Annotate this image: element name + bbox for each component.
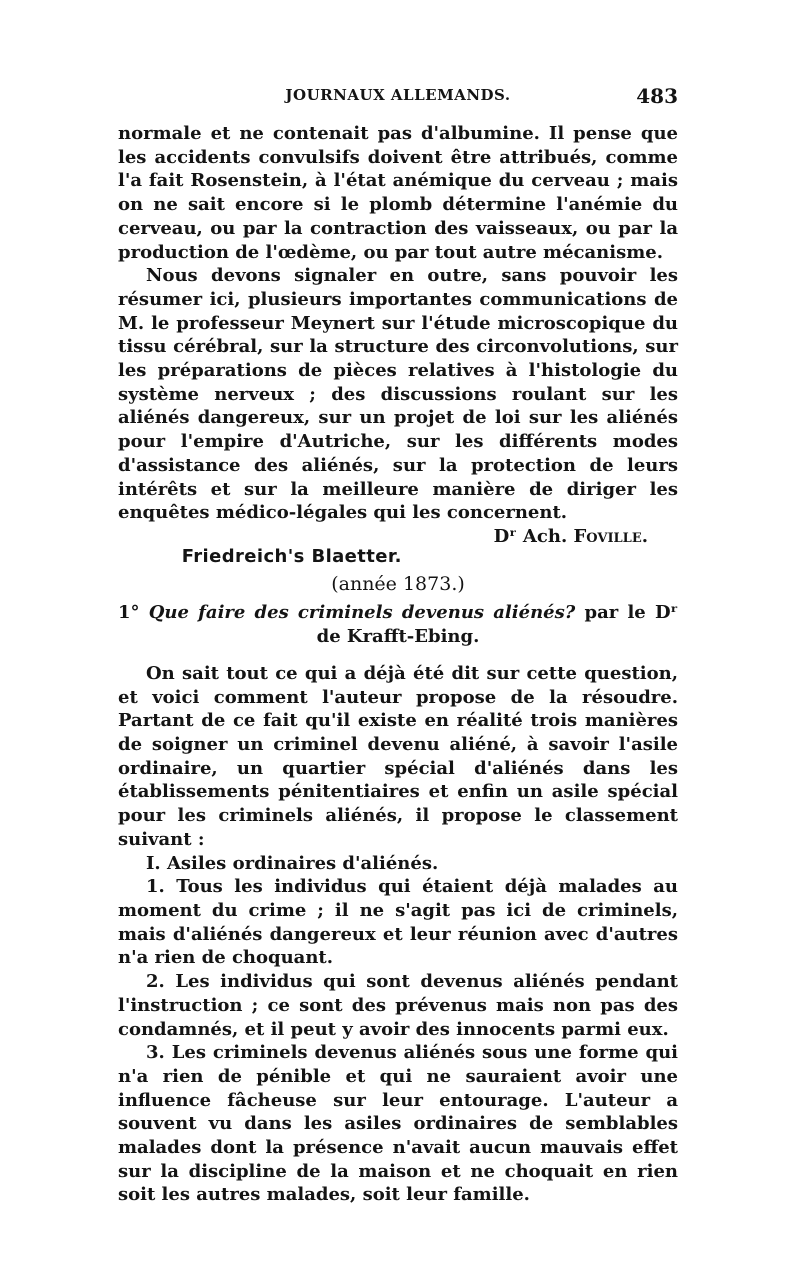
signature-prefix: Dʳ Ach. xyxy=(493,525,568,547)
article-author: par le Dʳ de Krafft-Ebing. xyxy=(316,601,678,647)
article-title xyxy=(118,601,678,649)
journal-year: (année 1873.) xyxy=(331,572,465,595)
paragraph-6: 2. Les individus qui sont devenus aliénés pendant l'instruction ; ce sont des prévenus mais non pas des condamnés, et il peut y avoir des innocents parmi eux. xyxy=(118,971,678,1040)
book-page xyxy=(118,84,678,1206)
signature xyxy=(466,525,648,549)
article-body xyxy=(118,662,678,1207)
article-title-italic: Que faire des criminels devenus aliénés? xyxy=(148,601,576,623)
running-title: JOURNAUX ALLEMANDS. xyxy=(285,86,511,104)
paragraph-2 xyxy=(118,264,678,547)
signature-name: Foville. xyxy=(573,525,648,547)
paragraph-7: 3. Les criminels devenus aliénés sous une forme qui n'a rien de pénible et qui ne sauraient avoir une influence fâcheuse sur leur entourage. L'auteur a souvent vu dans les asiles ordinaires de semblables malades dont la présence n'avait aucun mauvais effet sur la discipline de la maison et ne choquait en rien soit les autres malades, soit leur famille. xyxy=(118,1042,678,1206)
article-number: 1° xyxy=(118,601,140,623)
spacer xyxy=(118,649,678,662)
main-text xyxy=(118,122,678,547)
page-header xyxy=(118,86,678,122)
journal-title: Friedreich's Blaetter. xyxy=(181,545,402,567)
page-number: 483 xyxy=(636,84,678,108)
paragraph-4: I. Asiles ordinaires d'aliénés. xyxy=(146,852,439,874)
paragraph-2-text: Nous devons signaler en outre, sans pouvoir les résumer ici, plusieurs importantes communications de M. le professeur Meynert sur l'étude microscopique du tissu cérébral, sur la structure des circonvolutions, sur les préparations de pièces relatives à l'histologie du système nerveux ; des discussions roulant sur les aliénés dangereux, sur un projet de loi sur les aliénés pour l'empire d'Autriche, sur les différents modes d'assistance des aliénés, sur la protection de leurs intérêts et sur la meilleure manière de diriger les enquêtes médico-légales qui les concernent. xyxy=(118,265,678,524)
paragraph-1: normale et ne contenait pas d'albumine. Il pense que les accidents convulsifs doivent être attribués, comme l'a fait Rosenstein, à l'état anémique du cerveau ; mais on ne sait encore si le plomb détermine l'anémie du cerveau, ou par la contraction des vaisseaux, ou par la production de l'œdème, ou par tout autre mécanisme. xyxy=(118,123,678,263)
paragraph-3: On sait tout ce qui a déjà été dit sur cette question, et voici comment l'auteur propose de la résoudre. Partant de ce fait qu'il existe en réalité trois manières de soigner un criminel devenu aliéné, à savoir l'asile ordinaire, un quartier spécial d'aliénés dans les établissements pénitentiaires et enfin un asile spécial pour les criminels aliénés, il propose le classement suivant : xyxy=(118,662,678,850)
paragraph-5: 1. Tous les individus qui étaient déjà malades au moment du crime ; il ne s'agit pas ici de criminels, mais d'aliénés dangereux et leur réunion avec d'autres n'a rien de choquant. xyxy=(118,876,678,969)
